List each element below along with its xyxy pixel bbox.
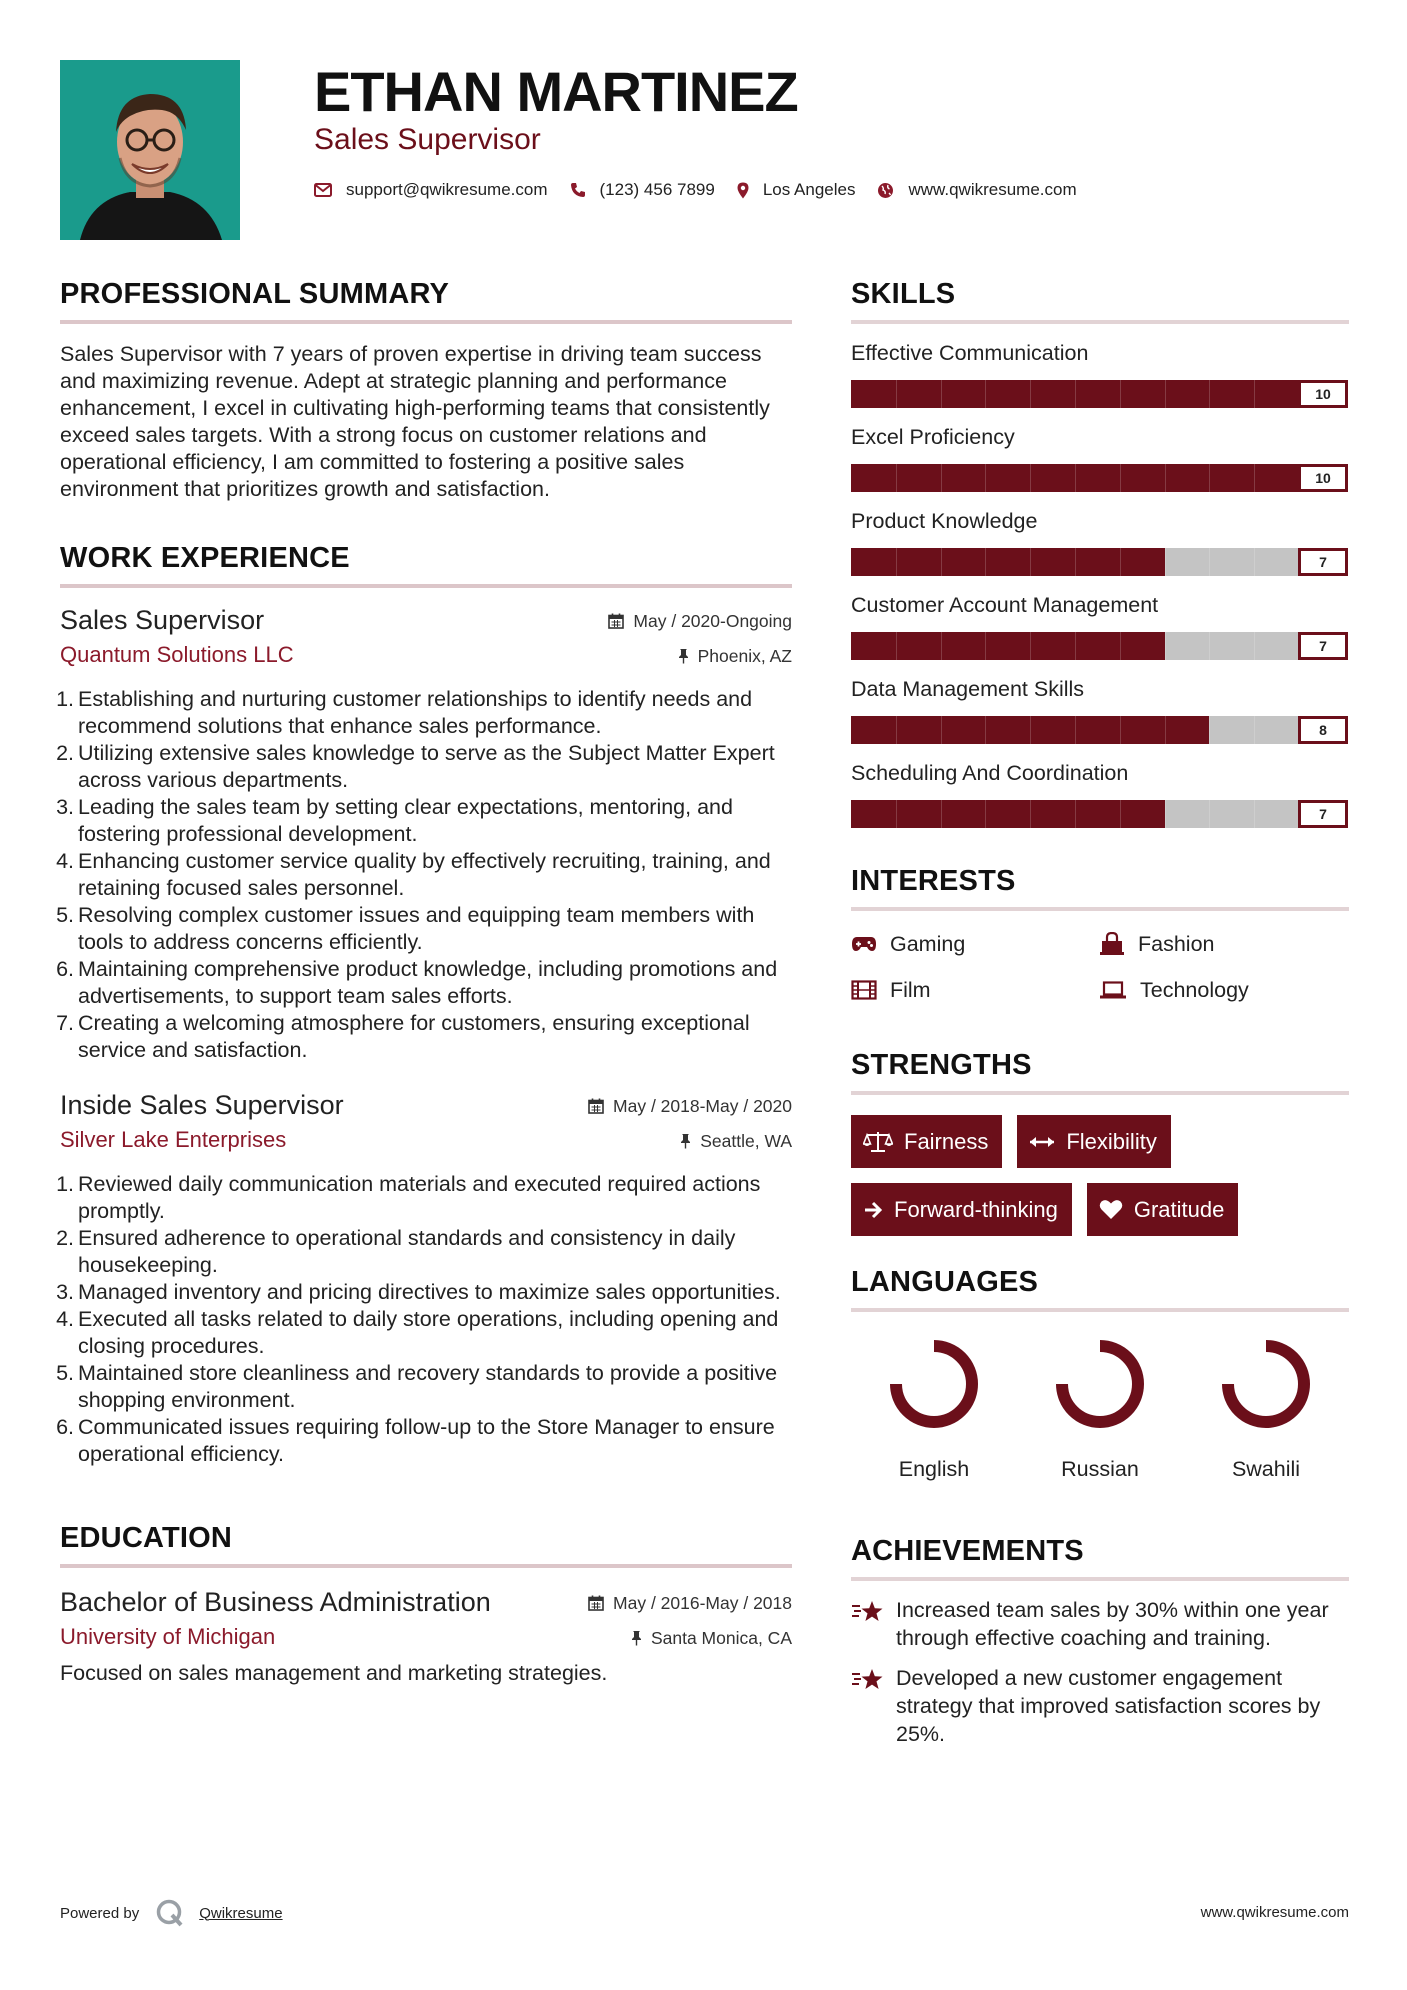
job-duties-list: [56, 1171, 792, 1468]
interest-item: [1099, 975, 1347, 1005]
contact-phone[interactable]: [570, 180, 715, 200]
job-header: [60, 1087, 792, 1157]
calendar-icon: [608, 613, 624, 629]
skill-bar-segment-divider: [985, 380, 986, 408]
language-proficiency-ring: [1216, 1334, 1316, 1434]
skill-bar: [851, 380, 1348, 408]
map-pin-icon: [737, 182, 749, 199]
education-location: [631, 1626, 792, 1650]
skill-bar-segment-divider: [1075, 716, 1076, 744]
duty-text: Ensured adherence to operational standards and consistency in daily housekeeping.: [78, 1226, 736, 1277]
strength-badge: [851, 1115, 1002, 1168]
pushpin-icon: [678, 648, 689, 664]
skill-bar-segment-divider: [1254, 380, 1255, 408]
skill-bar-fill: [851, 800, 1165, 828]
achievements-section: [851, 1529, 1349, 1748]
strength-label: Gratitude: [1133, 1196, 1225, 1222]
skill-bar-segment-divider: [1120, 632, 1121, 660]
language-name: Swahili: [1231, 1457, 1301, 1481]
skill-name: Customer Account Management: [851, 593, 1159, 617]
profile-photo: [60, 60, 240, 240]
envelope-icon: [314, 183, 332, 197]
language-name: English: [898, 1457, 970, 1481]
strength-label: Fairness: [904, 1128, 989, 1154]
list-item: 3. Leading the sales team by setting clear expectations, mentoring, and fostering professional development.: [56, 795, 733, 846]
skill-bar-segment-divider: [1075, 380, 1076, 408]
contact-website[interactable]: [877, 180, 1076, 200]
skill-item: [851, 423, 1349, 492]
skill-bar-segment-divider: [1254, 716, 1255, 744]
languages-heading: LANGUAGES: [851, 1266, 1039, 1298]
skill-bar-segment-divider: [1075, 800, 1076, 828]
skill-name: Effective Communication: [851, 341, 1089, 365]
skill-item: [851, 759, 1349, 828]
education-section: [60, 1516, 792, 1687]
candidate-title: Sales Supervisor: [314, 123, 541, 156]
skill-bar-segment-divider: [896, 380, 897, 408]
language-name: Russian: [1061, 1457, 1139, 1481]
skill-bar-segment-divider: [1030, 464, 1031, 492]
footer-powered-by: [60, 1898, 283, 1928]
skill-bar-segment-divider: [1209, 800, 1210, 828]
shooting-star-icon: [851, 1600, 885, 1624]
skill-bar-segment-divider: [1120, 548, 1121, 576]
skill-bar-segment-divider: [941, 548, 942, 576]
languages-section: [851, 1260, 1349, 1483]
skill-bar-track: [851, 380, 1299, 408]
skill-bar-segment-divider: [1254, 548, 1255, 576]
strengths-list: [851, 1115, 1349, 1236]
skill-bar-segment-divider: [1030, 800, 1031, 828]
duty-text: Enhancing customer service quality by effectively recruiting, training, and retaining focused sales personnel.: [78, 849, 771, 900]
interest-label: Technology: [1140, 978, 1249, 1002]
qwikresume-link[interactable]: Qwikresume: [199, 1904, 283, 1922]
skill-bar: [851, 548, 1348, 576]
list-item: 6. Communicated issues requiring follow-up to the Store Manager to ensure operational efficiency.: [56, 1415, 775, 1466]
job-date: [588, 1094, 792, 1118]
skills-section: [851, 272, 1349, 828]
language-proficiency-ring: [884, 1334, 984, 1434]
strengths-row: [851, 1183, 1349, 1236]
skill-bar-track: [851, 716, 1299, 744]
skill-name: Product Knowledge: [851, 509, 1038, 533]
skill-bar-track: [851, 464, 1299, 492]
skill-bar-segment-divider: [1030, 548, 1031, 576]
skill-bar-segment-divider: [1209, 632, 1210, 660]
strengths-heading: STRENGTHS: [851, 1049, 1032, 1081]
skill-bar-segment-divider: [1165, 800, 1166, 828]
interests-divider: [851, 907, 1349, 911]
job-entry: [56, 1087, 792, 1468]
skill-bar-segment-divider: [1254, 632, 1255, 660]
shopping-bag-icon: [1099, 932, 1125, 956]
skill-bar: [851, 632, 1348, 660]
skill-level-badge: 7: [1298, 548, 1348, 576]
language-proficiency-arc: [1228, 1346, 1304, 1422]
skill-bar-segment-divider: [1120, 380, 1121, 408]
skill-bar-segment-divider: [896, 632, 897, 660]
list-item: 5. Maintained store cleanliness and recovery standards to provide a positive shopping environment.: [56, 1361, 778, 1412]
interests-heading: INTERESTS: [851, 865, 1016, 897]
education-entry: [60, 1584, 792, 1687]
job-date-text: May / 2018-May / 2020: [613, 1096, 792, 1116]
right-column: [851, 272, 1349, 1760]
job-title: Inside Sales Supervisor: [60, 1090, 344, 1120]
language-proficiency-arc: [896, 1346, 972, 1422]
powered-by-label: Powered by: [60, 1904, 140, 1922]
skill-item: [851, 339, 1349, 408]
skill-bar-segment-divider: [1165, 380, 1166, 408]
job-location-text: Phoenix, AZ: [697, 646, 792, 666]
gamepad-icon: [851, 936, 877, 952]
duty-text: Executed all tasks related to daily store operations, including opening and closing procedures.: [78, 1307, 779, 1358]
strength-badge: [1017, 1115, 1170, 1168]
film-icon: [851, 980, 877, 1000]
skill-item: [851, 507, 1349, 576]
contact-phone-text: (123) 456 7899: [599, 180, 715, 199]
list-item: 1. Reviewed daily communication materials and executed required actions promptly.: [56, 1172, 761, 1223]
skill-bar-segment-divider: [1075, 548, 1076, 576]
contact-bar: [314, 176, 1099, 204]
duty-text: Maintained store cleanliness and recovery standards to provide a positive shopping environment.: [78, 1361, 778, 1412]
skill-bar-segment-divider: [1254, 800, 1255, 828]
skill-bar-segment-divider: [941, 632, 942, 660]
education-location-text: Santa Monica, CA: [650, 1628, 792, 1648]
strengths-row: [851, 1115, 1349, 1168]
achievement-text: Developed a new customer engagement strategy that improved satisfaction scores by 25%.: [896, 1666, 1321, 1746]
experience-divider: [60, 584, 792, 588]
skill-bar-track: [851, 548, 1299, 576]
skills-divider: [851, 320, 1349, 324]
skill-bar-segment-divider: [1165, 632, 1166, 660]
skill-bar-segment-divider: [1120, 464, 1121, 492]
skill-item: [851, 675, 1349, 744]
skill-bar-segment-divider: [941, 380, 942, 408]
skill-bar-segment-divider: [896, 716, 897, 744]
strengths-section: [851, 1043, 1349, 1236]
contact-location: [737, 180, 856, 200]
education-description: Focused on sales management and marketing strategies.: [60, 1661, 608, 1685]
skill-bar-segment-divider: [941, 800, 942, 828]
arrow-right-icon: [863, 1200, 883, 1220]
duty-text: Maintaining comprehensive product knowledge, including promotions and advertisements, to support team sales efforts.: [78, 957, 778, 1008]
skill-bar-segment-divider: [1075, 464, 1076, 492]
skill-bar-segment-divider: [1075, 632, 1076, 660]
profile-photo-image: [60, 60, 240, 240]
list-item: 2. Utilizing extensive sales knowledge to serve as the Subject Matter Expert across various departments.: [56, 741, 775, 792]
interest-item: [851, 929, 1099, 959]
skill-bar-segment-divider: [1030, 632, 1031, 660]
skill-bar-segment-divider: [896, 800, 897, 828]
skill-level-badge: 10: [1298, 464, 1348, 492]
skill-level-badge: 10: [1298, 380, 1348, 408]
skill-bar-track: [851, 800, 1299, 828]
contact-location-text: Los Angeles: [762, 180, 856, 199]
arrows-horizontal-icon: [1029, 1135, 1055, 1149]
skill-bar-segment-divider: [1254, 464, 1255, 492]
interests-section: [851, 859, 1349, 1005]
left-column: [56, 272, 792, 1687]
education-header: [60, 1584, 792, 1654]
skill-bar-segment-divider: [985, 548, 986, 576]
list-item: 2. Ensured adherence to operational standards and consistency in daily housekeeping.: [56, 1226, 736, 1277]
skill-name: Scheduling And Coordination: [851, 761, 1129, 785]
skill-bar-segment-divider: [985, 800, 986, 828]
footer-website[interactable]: www.qwikresume.com: [1200, 1904, 1349, 1921]
duty-text: Resolving complex customer issues and equipping team members with tools to address concerns efficiently.: [78, 903, 755, 954]
pushpin-icon: [631, 1630, 642, 1646]
job-entry: [56, 602, 792, 1064]
education-date-text: May / 2016-May / 2018: [613, 1593, 792, 1613]
qwikresume-logo-icon: [155, 1898, 185, 1928]
interest-label: Film: [890, 978, 931, 1002]
skill-bar-fill: [851, 548, 1165, 576]
skill-name: Excel Proficiency: [851, 425, 1015, 449]
language-proficiency-arc: [1062, 1346, 1138, 1422]
achievements-heading: ACHIEVEMENTS: [851, 1535, 1084, 1567]
education-divider: [60, 1564, 792, 1568]
education-heading: EDUCATION: [60, 1522, 233, 1554]
candidate-name: ETHAN MARTINEZ: [314, 60, 798, 123]
strength-label: Forward-thinking: [894, 1196, 1058, 1222]
language-item: [1183, 1334, 1349, 1483]
duty-text: Utilizing extensive sales knowledge to serve as the Subject Matter Expert across various departments.: [78, 741, 775, 792]
calendar-icon: [588, 1595, 604, 1611]
duty-text: Managed inventory and pricing directives to maximize sales opportunities.: [78, 1280, 781, 1304]
job-location-text: Seattle, WA: [700, 1131, 792, 1151]
achievements-divider: [851, 1577, 1349, 1581]
list-item: 4. Executed all tasks related to daily store operations, including opening and closing procedures.: [56, 1307, 779, 1358]
contact-website-text: www.qwikresume.com: [908, 180, 1077, 199]
duty-text: Leading the sales team by setting clear expectations, mentoring, and fostering professional development.: [78, 795, 733, 846]
job-title: Sales Supervisor: [60, 605, 265, 635]
interest-label: Fashion: [1138, 932, 1215, 956]
language-item: [851, 1334, 1017, 1483]
education-date: [588, 1591, 792, 1615]
job-date-text: May / 2020-Ongoing: [633, 611, 792, 631]
job-location: [680, 1129, 792, 1153]
skill-bar-segment-divider: [1209, 716, 1210, 744]
job-company: Quantum Solutions LLC: [60, 642, 294, 667]
balance-scale-icon: [863, 1130, 893, 1154]
skill-bar: [851, 464, 1348, 492]
skill-item: [851, 591, 1349, 660]
skill-name: Data Management Skills: [851, 677, 1085, 701]
list-item: 1. Establishing and nurturing customer relationships to identify needs and recommend solutions that enhance sales performance.: [56, 687, 753, 738]
strengths-divider: [851, 1091, 1349, 1095]
phone-icon: [570, 182, 586, 198]
skill-bar-segment-divider: [1120, 716, 1121, 744]
degree-title: Bachelor of Business Administration: [60, 1587, 491, 1617]
skill-bar-segment-divider: [941, 716, 942, 744]
strength-badge: [851, 1183, 1072, 1236]
skill-bar-segment-divider: [941, 464, 942, 492]
skill-bar-segment-divider: [1165, 464, 1166, 492]
globe-icon: [877, 182, 894, 199]
duty-text: Establishing and nurturing customer relationships to identify needs and recommend solutions that enhance sales performance.: [78, 687, 753, 738]
languages-divider: [851, 1308, 1349, 1312]
languages-list: [851, 1334, 1349, 1483]
skill-level-badge: 7: [1298, 632, 1348, 660]
achievements-list: [851, 1596, 1349, 1748]
list-item: 4. Enhancing customer service quality by effectively recruiting, training, and retaining focused sales personnel.: [56, 849, 771, 900]
experience-heading: WORK EXPERIENCE: [60, 542, 350, 574]
skill-bar-segment-divider: [1209, 464, 1210, 492]
skill-bar-segment-divider: [896, 464, 897, 492]
skill-bar-segment-divider: [1120, 800, 1121, 828]
pushpin-icon: [680, 1133, 691, 1149]
interest-item: [851, 975, 1099, 1005]
duty-text: Reviewed daily communication materials and executed required actions promptly.: [78, 1172, 761, 1223]
skills-heading: SKILLS: [851, 278, 956, 310]
job-location: [678, 644, 792, 668]
skill-bar-segment-divider: [985, 716, 986, 744]
strength-badge: [1087, 1183, 1239, 1236]
list-item: 7. Creating a welcoming atmosphere for customers, ensuring exceptional service and satisfaction.: [56, 1011, 750, 1062]
skill-bar-segment-divider: [1165, 548, 1166, 576]
skill-bar-fill: [851, 632, 1165, 660]
skill-bar-track: [851, 632, 1299, 660]
language-proficiency-ring: [1050, 1334, 1150, 1434]
job-date: [608, 609, 792, 633]
skill-bar-segment-divider: [896, 548, 897, 576]
achievement-text: Increased team sales by 30% within one year through effective coaching and training.: [896, 1598, 1329, 1650]
skill-bar-segment-divider: [985, 464, 986, 492]
skill-bar-segment-divider: [985, 632, 986, 660]
skill-bar-segment-divider: [1209, 380, 1210, 408]
skill-bar: [851, 800, 1348, 828]
job-company: Silver Lake Enterprises: [60, 1127, 287, 1152]
interest-label: Gaming: [890, 932, 966, 956]
list-item: 6. Maintaining comprehensive product knowledge, including promotions and advertisements, to support team sales efforts.: [56, 957, 778, 1008]
experience-section: [56, 536, 792, 1468]
strength-label: Flexibility: [1066, 1128, 1157, 1154]
contact-email-text: support@qwikresume.com: [346, 180, 548, 199]
skill-level-badge: 8: [1298, 716, 1348, 744]
language-item: [1017, 1334, 1183, 1483]
skill-level-badge: 7: [1298, 800, 1348, 828]
interests-list: [851, 929, 1349, 1005]
interest-item: [1099, 929, 1347, 959]
calendar-icon: [588, 1098, 604, 1114]
job-duties-list: [56, 686, 792, 1064]
heart-icon: [1099, 1199, 1123, 1220]
summary-section: [60, 272, 792, 503]
skill-bar-segment-divider: [1209, 548, 1210, 576]
skill-bar-segment-divider: [1165, 716, 1166, 744]
list-item: 5. Resolving complex customer issues and equipping team members with tools to address concerns efficiently.: [56, 903, 755, 954]
skills-list: [851, 339, 1349, 828]
summary-heading: PROFESSIONAL SUMMARY: [60, 278, 450, 310]
list-item: 3. Managed inventory and pricing directives to maximize sales opportunities.: [56, 1280, 781, 1304]
summary-divider: [60, 320, 792, 324]
skill-bar-segment-divider: [1030, 380, 1031, 408]
skill-bar: [851, 716, 1348, 744]
achievement-item: [851, 1596, 1341, 1652]
duty-text: Creating a welcoming atmosphere for customers, ensuring exceptional service and satisfaction.: [78, 1011, 750, 1062]
school-name: University of Michigan: [60, 1624, 276, 1649]
job-header: [60, 602, 792, 672]
contact-email[interactable]: [314, 180, 548, 200]
achievement-item: [851, 1664, 1341, 1748]
skill-bar-segment-divider: [1030, 716, 1031, 744]
summary-text: Sales Supervisor with 7 years of proven expertise in driving team success and maximizing revenue. Adept at strategic planning and performance enhancement, I excel in cultivating high-performing teams that consistently exceed sales targets. With a strong focus on customer relations and operational efficiency, I am committed to fostering a positive sales environment that prioritizes growth and satisfaction.: [60, 342, 770, 501]
shooting-star-icon: [851, 1668, 885, 1692]
duty-text: Communicated issues requiring follow-up to the Store Manager to ensure operational efficiency.: [78, 1415, 775, 1466]
laptop-icon: [1099, 981, 1127, 999]
